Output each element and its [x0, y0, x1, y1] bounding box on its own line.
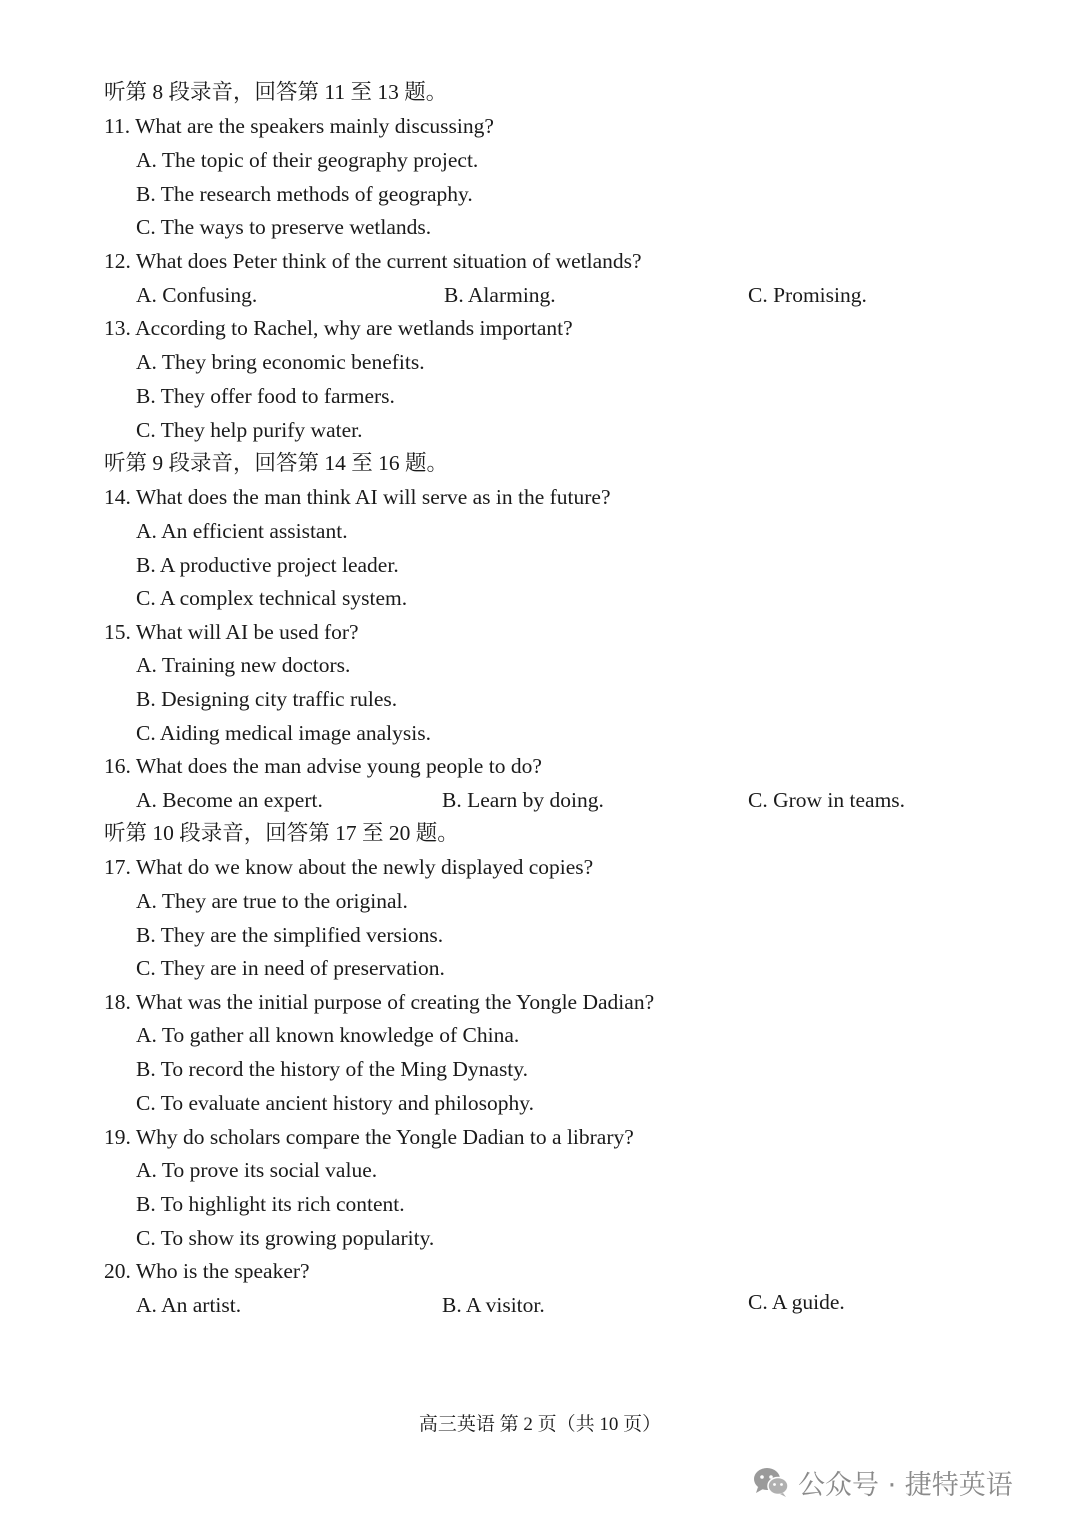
option-12a: A. Confusing. [136, 283, 258, 307]
option-18c: C. To evaluate ancient history and philosophy. [136, 1091, 534, 1115]
watermark [752, 1462, 1013, 1502]
option-16b: B. Learn by doing. [442, 788, 604, 812]
option-17c: C. They are in need of preservation. [136, 956, 445, 980]
option-15c: C. Aiding medical image analysis. [136, 721, 431, 745]
question-17: 17. What do we know about the newly displayed copies? [104, 855, 594, 879]
question-11: 11. What are the speakers mainly discussing? [104, 114, 494, 138]
option-15a: A. Training new doctors. [136, 653, 351, 677]
option-19a: A. To prove its social value. [136, 1158, 378, 1182]
question-20: 20. Who is the speaker? [104, 1259, 310, 1283]
option-15b: B. Designing city traffic rules. [136, 687, 398, 711]
option-18b: B. To record the history of the Ming Dynasty. [136, 1057, 529, 1081]
wechat-icon [752, 1466, 790, 1498]
option-16c: C. Grow in teams. [748, 788, 906, 812]
option-17b: B. They are the simplified versions. [136, 923, 444, 947]
option-20c: C. A guide. [748, 1290, 845, 1314]
option-20a: A. An artist. [136, 1293, 242, 1317]
option-14c: C. A complex technical system. [136, 586, 408, 610]
option-13c: C. They help purify water. [136, 418, 363, 442]
question-12: 12. What does Peter think of the current situation of wetlands? [104, 249, 642, 273]
option-18a: A. To gather all known knowledge of China. [136, 1023, 520, 1047]
question-16: 16. What does the man advise young people to do? [104, 754, 542, 778]
question-14: 14. What does the man think AI will serve as in the future? [104, 485, 611, 509]
option-13b: B. They offer food to farmers. [136, 384, 395, 408]
option-14b: B. A productive project leader. [136, 553, 399, 577]
watermark-text: 公众号 · 捷特英语 [798, 1469, 1013, 1501]
option-16a: A. Become an expert. [136, 788, 323, 812]
page-footer: 高三英语 第 2 页（共 10 页） [418, 1414, 662, 1435]
question-13: 13. According to Rachel, why are wetlands important? [104, 316, 573, 340]
option-13a: A. They bring economic benefits. [136, 350, 425, 374]
section-heading-9: 听第 9 段录音，回答第 14 至 16 题。 [104, 451, 449, 475]
option-11b: B. The research methods of geography. [136, 182, 473, 206]
option-14a: A. An efficient assistant. [136, 519, 348, 543]
question-15: 15. What will AI be used for? [104, 620, 359, 644]
option-19c: C. To show its growing popularity. [136, 1226, 435, 1250]
option-12c: C. Promising. [748, 283, 867, 307]
option-12b: B. Alarming. [444, 283, 556, 307]
option-11a: A. The topic of their geography project. [136, 148, 479, 172]
option-19b: B. To highlight its rich content. [136, 1192, 405, 1216]
option-11c: C. The ways to preserve wetlands. [136, 215, 432, 239]
question-18: 18. What was the initial purpose of creating the Yongle Dadian? [104, 990, 655, 1014]
option-20b: B. A visitor. [442, 1293, 545, 1317]
section-heading-10: 听第 10 段录音，回答第 17 至 20 题。 [104, 821, 459, 845]
question-19: 19. Why do scholars compare the Yongle Dadian to a library? [104, 1125, 634, 1149]
section-heading-8: 听第 8 段录音，回答第 11 至 13 题。 [104, 80, 448, 104]
option-17a: A. They are true to the original. [136, 889, 408, 913]
